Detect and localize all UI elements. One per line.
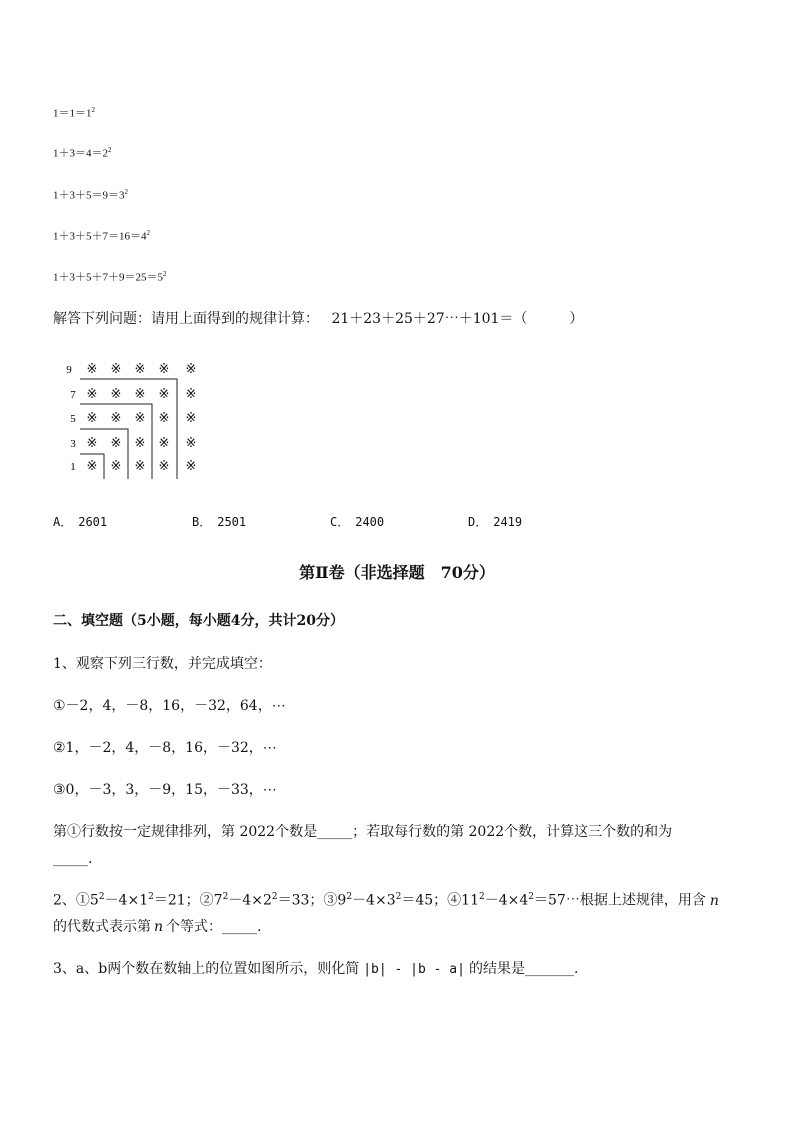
q2-line2: 的代数式表示第 n 个等式：_____. [53,919,262,935]
q2-line1: 2、$①5^2-4\times 1^2=21$；$②7^2-4\times 2^2=33$；$③9^2-4\times 3^2=45$；$④11^2-4\times 4^2=57\cdots$根据上述规律，用含 n [53,892,719,909]
diagram-symbol: ※ [86,459,98,474]
diagram-symbol: ※ [185,436,197,451]
diagram-symbol: ※ [134,436,146,451]
diagram-symbol: ※ [110,362,122,377]
diagram-symbol: ※ [110,411,122,426]
q1-blank-a[interactable]: _____ [317,824,353,840]
diagram-symbol: ※ [86,387,98,402]
diagram-symbol: ※ [86,411,98,426]
diagram-symbol: ※ [158,436,170,451]
equation-1: $1=1=1^2$ [53,106,95,120]
q1-row-3: ③0，－3，3，－9，15，－33，⋯ [53,782,277,798]
equation-3: $1+3+5=9=3^2$ [53,188,128,202]
q1-row-1: ①－2，4，－8，16，－32，64，⋯ [53,698,286,714]
diagram-symbol: ※ [158,411,170,426]
q1-blank-b[interactable]: _____ [53,851,88,867]
equation-5: $1+3+5+7+9=25=5^2$ [53,270,167,284]
diagram-symbol: ※ [134,459,146,474]
equation-4: $1+3+5+7=16=4^2$ [53,229,150,243]
diagram-symbol: ※ [86,362,98,377]
diagram-symbol: ※ [158,362,170,377]
option-b[interactable]: B． 2501 [192,515,247,529]
diagram-symbol: ※ [158,387,170,402]
row-label-5: 5 [70,413,76,425]
diagram-symbol: ※ [110,459,122,474]
diagram-symbol: ※ [185,411,197,426]
row-label-1: 1 [70,461,76,473]
diagram-symbol: ※ [185,362,197,377]
diagram-symbol: ※ [134,387,146,402]
diagram-symbol: ※ [134,411,146,426]
diagram-symbol: ※ [134,362,146,377]
option-c[interactable]: C． 2400 [330,515,385,529]
odd-numbers-diagram [60,355,210,485]
question-expression: 21＋23＋25＋27⋯＋101＝（ ） [331,311,584,327]
row-label-9: 9 [66,364,72,376]
q3-blank[interactable]: _______ [524,961,574,977]
q3-expression: |b| - |b - a| [363,962,465,977]
row-label-7: 7 [70,389,76,401]
option-a[interactable]: A． 2601 [53,515,108,529]
q1-row-2: ②1，－2，4，－8，16，－32，⋯ [53,740,277,756]
diagram-symbol: ※ [185,459,197,474]
diagram-graphic [60,355,210,485]
equation-2: $1+3=4=2^2$ [53,146,112,160]
row-label-3: 3 [70,438,76,450]
diagram-symbol: ※ [110,436,122,451]
diagram-symbol: ※ [110,387,122,402]
diagram-symbol: ※ [86,436,98,451]
diagram-symbol: ※ [185,387,197,402]
q3-line: 3、a、b两个数在数轴上的位置如图所示，则化简 |b| - |b - a| 的结果是_______. [53,961,579,977]
q1-intro: 1、观察下列三行数，并完成填空： [53,656,272,672]
diagram-symbol: ※ [158,459,170,474]
section-title: 第Ⅱ卷（非选择题 70分） [299,563,495,582]
option-d[interactable]: D． 2419 [468,515,523,529]
q1-question-line1: 第①行数按一定规律排列，第 2022个数是_____；若取每行数的第 2022个数，计算这三个数的和为 [53,824,673,840]
q2-blank[interactable]: _____ [222,919,258,935]
q1-question-line2: _____. [53,851,93,867]
question-prompt: 解答下列问题：请用上面得到的规律计算： 21＋23＋25＋27⋯＋101＝（ ） [53,311,584,327]
part-heading: 二、填空题（5小题，每小题4分，共计20分） [53,613,344,629]
